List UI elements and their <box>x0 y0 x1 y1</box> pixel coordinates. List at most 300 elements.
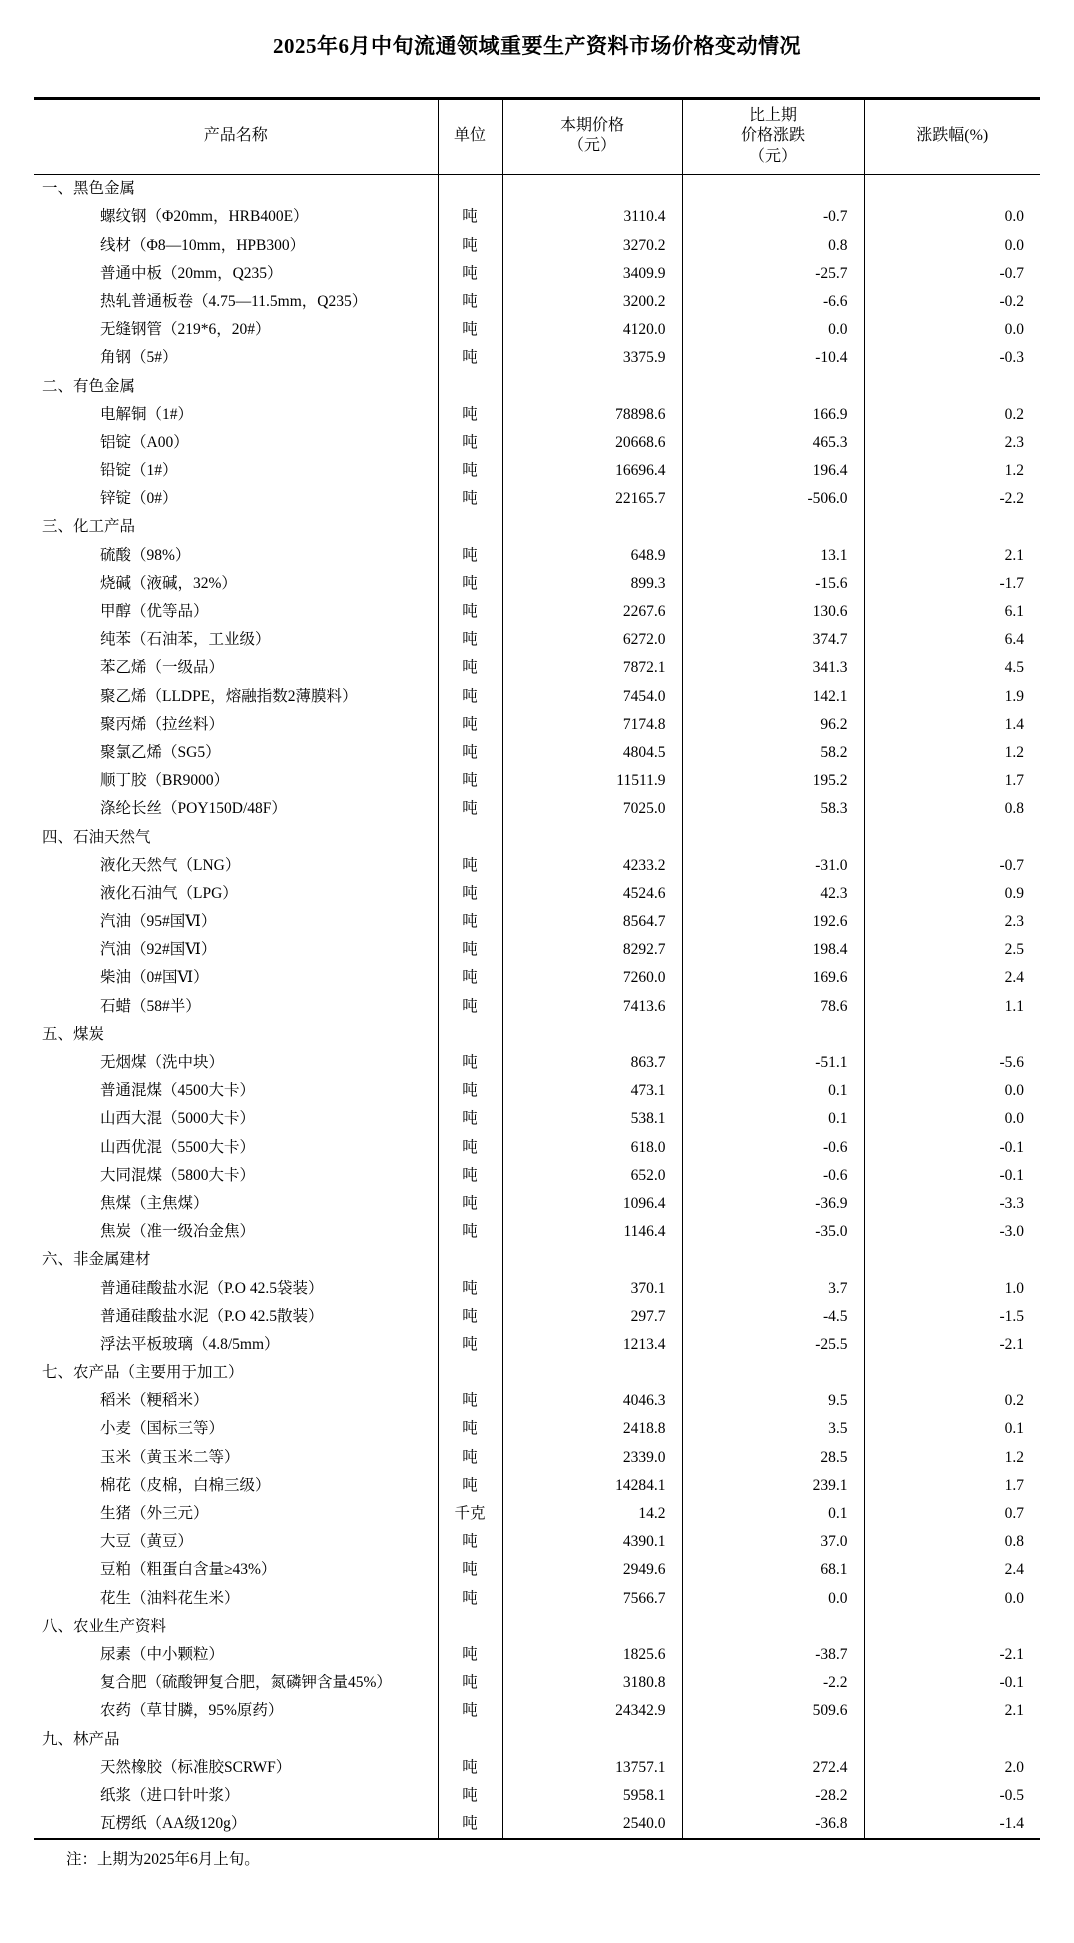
product-name: 线材（Φ8—10mm，HPB300） <box>100 236 306 254</box>
percent-change-cell: 2.1 <box>864 1698 1040 1726</box>
product-name: 无烟煤（洗中块） <box>100 1054 225 1071</box>
product-name-cell <box>34 1387 438 1415</box>
table-row <box>34 936 1040 964</box>
product-name-cell <box>34 316 438 344</box>
empty-cell <box>682 1359 864 1387</box>
current-price-cell: 2339.0 <box>502 1444 682 1472</box>
current-price-cell: 4524.6 <box>502 880 682 908</box>
percent-change-cell: -2.1 <box>864 1641 1040 1669</box>
percent-change-cell: 4.5 <box>864 655 1040 683</box>
price-change-cell: 195.2 <box>682 767 864 795</box>
unit-cell: 吨 <box>438 1190 502 1218</box>
current-price-cell: 2418.8 <box>502 1416 682 1444</box>
price-change-cell: 42.3 <box>682 880 864 908</box>
product-name-cell <box>34 260 438 288</box>
table-row <box>34 1162 1040 1190</box>
category-name: 三、化工产品 <box>42 518 136 536</box>
table-category-row <box>34 1726 1040 1754</box>
current-price-cell: 648.9 <box>502 542 682 570</box>
current-price-cell: 7174.8 <box>502 711 682 739</box>
unit-cell: 吨 <box>438 1134 502 1162</box>
table-row <box>34 739 1040 767</box>
product-name-cell <box>34 1444 438 1472</box>
category-name: 八、农业生产资料 <box>42 1617 167 1635</box>
product-name-cell <box>34 1472 438 1500</box>
product-name-cell <box>34 1782 438 1810</box>
product-name: 稻米（粳稻米） <box>100 1392 209 1410</box>
price-change-cell: 37.0 <box>682 1528 864 1556</box>
product-name: 石蜡（58#半） <box>100 997 201 1015</box>
unit-cell: 吨 <box>438 1106 502 1134</box>
percent-change-cell: 1.9 <box>864 683 1040 711</box>
product-name: 大同混煤（5800大卡） <box>100 1166 256 1184</box>
product-name-cell <box>34 852 438 880</box>
price-change-cell: 272.4 <box>682 1754 864 1782</box>
product-name: 硫酸（98%） <box>100 546 191 564</box>
product-name-cell <box>34 1162 438 1190</box>
percent-change-cell: -1.7 <box>864 570 1040 598</box>
page-title: 2025年6月中旬流通领域重要生产资料市场价格变动情况 <box>273 34 801 58</box>
price-change-cell: -0.6 <box>682 1162 864 1190</box>
current-price-cell: 1825.6 <box>502 1641 682 1669</box>
table-row <box>34 288 1040 316</box>
current-price-cell: 2949.6 <box>502 1557 682 1585</box>
empty-cell <box>864 373 1040 401</box>
product-name: 烧碱（液碱，32%） <box>100 574 237 592</box>
product-name-cell <box>34 1585 438 1613</box>
product-name: 山西优混（5500大卡） <box>100 1138 256 1156</box>
price-change-cell: -15.6 <box>682 570 864 598</box>
product-name-cell <box>34 485 438 513</box>
current-price-cell: 4390.1 <box>502 1528 682 1556</box>
product-name: 山西大混（5000大卡） <box>100 1110 256 1128</box>
price-change-cell: -10.4 <box>682 345 864 373</box>
percent-change-cell: 2.4 <box>864 965 1040 993</box>
product-name: 柴油（0#国Ⅵ） <box>100 969 209 987</box>
unit-cell: 千克 <box>438 1500 502 1528</box>
column-header-price-change <box>682 99 864 175</box>
current-price-cell: 7454.0 <box>502 683 682 711</box>
price-change-cell: 341.3 <box>682 655 864 683</box>
table-footnote: 注：上期为2025年6月上旬。 <box>66 1851 260 1869</box>
empty-cell <box>438 1726 502 1754</box>
unit-cell: 吨 <box>438 739 502 767</box>
product-name: 聚氯乙烯（SG5） <box>100 743 221 761</box>
empty-cell <box>682 514 864 542</box>
product-name-cell <box>34 1218 438 1246</box>
current-price-cell: 3375.9 <box>502 345 682 373</box>
table-row <box>34 767 1040 795</box>
percent-change-cell: 1.2 <box>864 739 1040 767</box>
current-price-cell: 3180.8 <box>502 1669 682 1697</box>
current-price-cell: 297.7 <box>502 1303 682 1331</box>
percent-change-cell: 0.2 <box>864 1387 1040 1415</box>
percent-change-cell: -0.5 <box>864 1782 1040 1810</box>
price-change-cell: 78.6 <box>682 993 864 1021</box>
empty-cell <box>864 1726 1040 1754</box>
product-name-cell <box>34 457 438 485</box>
current-price-cell: 8564.7 <box>502 908 682 936</box>
unit-cell: 吨 <box>438 542 502 570</box>
empty-cell <box>438 1247 502 1275</box>
price-change-cell: -2.2 <box>682 1669 864 1697</box>
product-name-cell <box>34 767 438 795</box>
unit-cell: 吨 <box>438 1754 502 1782</box>
price-change-label-line1: 比上期 <box>748 106 797 124</box>
unit-cell: 吨 <box>438 1782 502 1810</box>
table-row <box>34 542 1040 570</box>
unit-cell: 吨 <box>438 1472 502 1500</box>
current-price-cell: 4233.2 <box>502 852 682 880</box>
unit-cell: 吨 <box>438 936 502 964</box>
percent-change-cell: 2.4 <box>864 1557 1040 1585</box>
current-price-cell: 24342.9 <box>502 1698 682 1726</box>
product-name: 聚丙烯（拉丝料） <box>100 715 225 733</box>
category-name: 六、非金属建材 <box>42 1251 151 1269</box>
empty-cell <box>682 1726 864 1754</box>
percent-change-cell: -0.7 <box>864 260 1040 288</box>
empty-cell <box>502 1247 682 1275</box>
product-name: 豆粕（粗蛋白含量≥43%） <box>100 1561 277 1579</box>
price-change-cell: 198.4 <box>682 936 864 964</box>
table-row <box>34 485 1040 513</box>
price-change-cell: 142.1 <box>682 683 864 711</box>
product-name-cell <box>34 655 438 683</box>
price-change-cell: -4.5 <box>682 1303 864 1331</box>
current-price-cell: 1213.4 <box>502 1331 682 1359</box>
product-name: 热轧普通板卷（4.75—11.5mm，Q235） <box>100 292 368 310</box>
unit-cell: 吨 <box>438 429 502 457</box>
table-row <box>34 1106 1040 1134</box>
table-row <box>34 570 1040 598</box>
percent-change-cell: 0.8 <box>864 796 1040 824</box>
current-price-cell: 863.7 <box>502 1049 682 1077</box>
current-price-cell: 20668.6 <box>502 429 682 457</box>
unit-cell: 吨 <box>438 1698 502 1726</box>
unit-cell: 吨 <box>438 626 502 654</box>
unit-cell: 吨 <box>438 232 502 260</box>
empty-cell <box>682 373 864 401</box>
category-name: 一、黑色金属 <box>42 180 136 198</box>
product-name: 普通硅酸盐水泥（P.O 42.5袋装） <box>100 1279 324 1297</box>
table-row <box>34 1190 1040 1218</box>
empty-cell <box>864 1021 1040 1049</box>
current-price-cell: 3270.2 <box>502 232 682 260</box>
table-row <box>34 908 1040 936</box>
percent-change-cell: -1.5 <box>864 1303 1040 1331</box>
product-name-cell <box>34 1331 438 1359</box>
table-row <box>34 993 1040 1021</box>
current-price-cell: 1096.4 <box>502 1190 682 1218</box>
unit-cell: 吨 <box>438 1416 502 1444</box>
table-row <box>34 1528 1040 1556</box>
current-price-cell: 6272.0 <box>502 626 682 654</box>
unit-cell: 吨 <box>438 204 502 232</box>
table-row <box>34 316 1040 344</box>
current-price-label-line1: 本期价格 <box>559 116 624 134</box>
table-row <box>34 852 1040 880</box>
price-change-cell: 0.1 <box>682 1500 864 1528</box>
current-price-label-line2: （元） <box>567 137 616 155</box>
price-change-cell: -0.6 <box>682 1134 864 1162</box>
current-price-cell: 2540.0 <box>502 1810 682 1839</box>
price-change-cell: 166.9 <box>682 401 864 429</box>
current-price-cell: 4046.3 <box>502 1387 682 1415</box>
price-change-cell: -28.2 <box>682 1782 864 1810</box>
percent-change-cell: 0.0 <box>864 204 1040 232</box>
unit-cell: 吨 <box>438 1077 502 1105</box>
table-row <box>34 1387 1040 1415</box>
product-name-cell <box>34 1557 438 1585</box>
product-name-cell <box>34 288 438 316</box>
table-category-row <box>34 1021 1040 1049</box>
unit-cell: 吨 <box>438 485 502 513</box>
product-name: 液化天然气（LNG） <box>100 856 241 874</box>
price-change-cell: 0.8 <box>682 232 864 260</box>
table-row <box>34 1416 1040 1444</box>
current-price-cell: 2267.6 <box>502 598 682 626</box>
current-price-cell: 652.0 <box>502 1162 682 1190</box>
current-price-cell: 16696.4 <box>502 457 682 485</box>
unit-cell: 吨 <box>438 655 502 683</box>
unit-cell: 吨 <box>438 1557 502 1585</box>
product-name: 农药（草甘膦，95%原药） <box>100 1702 284 1720</box>
percent-change-cell: -0.1 <box>864 1669 1040 1697</box>
percent-change-cell: 0.9 <box>864 880 1040 908</box>
empty-cell <box>438 514 502 542</box>
product-name-cell <box>34 1106 438 1134</box>
table-category-row <box>34 1613 1040 1641</box>
percent-change-cell: 6.1 <box>864 598 1040 626</box>
product-name: 铝锭（A00） <box>100 433 189 451</box>
current-price-cell: 7413.6 <box>502 993 682 1021</box>
product-name: 大豆（黄豆） <box>100 1533 194 1551</box>
current-price-cell: 370.1 <box>502 1275 682 1303</box>
product-name-cell <box>34 542 438 570</box>
table-row <box>34 260 1040 288</box>
product-name: 复合肥（硫酸钾复合肥，氮磷钾含量45%） <box>100 1674 392 1692</box>
table-row <box>34 401 1040 429</box>
empty-cell <box>502 373 682 401</box>
empty-cell <box>438 373 502 401</box>
percent-change-cell: 1.0 <box>864 1275 1040 1303</box>
product-name-cell <box>34 1528 438 1556</box>
percent-change-cell: 1.1 <box>864 993 1040 1021</box>
percent-change-cell: 2.0 <box>864 1754 1040 1782</box>
percent-change-cell: 1.2 <box>864 1444 1040 1472</box>
table-row <box>34 796 1040 824</box>
price-change-cell: -36.9 <box>682 1190 864 1218</box>
percent-change-cell: 1.7 <box>864 767 1040 795</box>
table-category-row <box>34 824 1040 852</box>
current-price-cell: 3110.4 <box>502 204 682 232</box>
product-name-cell <box>34 993 438 1021</box>
column-header-product-name: 产品名称 <box>34 99 438 175</box>
empty-cell <box>864 824 1040 852</box>
percent-change-cell: 6.4 <box>864 626 1040 654</box>
unit-cell: 吨 <box>438 401 502 429</box>
current-price-cell: 7260.0 <box>502 965 682 993</box>
current-price-cell: 618.0 <box>502 1134 682 1162</box>
table-row <box>34 345 1040 373</box>
table-row <box>34 1698 1040 1726</box>
unit-cell: 吨 <box>438 852 502 880</box>
product-name: 焦炭（准一级冶金焦） <box>100 1223 256 1241</box>
current-price-cell: 5958.1 <box>502 1782 682 1810</box>
price-change-cell: 0.0 <box>682 316 864 344</box>
table-row <box>34 1669 1040 1697</box>
unit-cell: 吨 <box>438 260 502 288</box>
table-row <box>34 598 1040 626</box>
empty-cell <box>502 1726 682 1754</box>
empty-cell <box>864 1247 1040 1275</box>
table-row <box>34 1641 1040 1669</box>
empty-cell <box>682 1613 864 1641</box>
product-name-cell <box>34 232 438 260</box>
current-price-cell: 8292.7 <box>502 936 682 964</box>
percent-change-cell: 1.2 <box>864 457 1040 485</box>
percent-change-cell: -0.1 <box>864 1134 1040 1162</box>
product-name: 甲醇（优等品） <box>100 603 209 620</box>
empty-cell <box>502 1021 682 1049</box>
table-row <box>34 1810 1040 1839</box>
price-change-table <box>34 97 1040 1840</box>
product-name: 棉花（皮棉，白棉三级） <box>100 1476 271 1494</box>
empty-cell <box>438 1613 502 1641</box>
empty-cell <box>682 1247 864 1275</box>
price-change-cell: 13.1 <box>682 542 864 570</box>
unit-cell: 吨 <box>438 288 502 316</box>
unit-cell: 吨 <box>438 1387 502 1415</box>
product-name: 普通硅酸盐水泥（P.O 42.5散装） <box>100 1307 324 1325</box>
price-change-cell: 130.6 <box>682 598 864 626</box>
product-name: 花生（油料花生米） <box>100 1589 240 1607</box>
unit-cell: 吨 <box>438 711 502 739</box>
percent-change-cell: -3.3 <box>864 1190 1040 1218</box>
product-name-cell <box>34 1303 438 1331</box>
empty-cell <box>438 1359 502 1387</box>
percent-change-cell: -0.7 <box>864 852 1040 880</box>
unit-cell: 吨 <box>438 965 502 993</box>
price-change-label-line2: 价格涨跌 <box>740 127 805 145</box>
current-price-cell: 7566.7 <box>502 1585 682 1613</box>
percent-change-cell: 0.2 <box>864 401 1040 429</box>
current-price-cell: 4120.0 <box>502 316 682 344</box>
percent-change-cell: 0.8 <box>864 1528 1040 1556</box>
category-name: 七、农产品（主要用于加工） <box>42 1364 244 1382</box>
empty-cell <box>438 1021 502 1049</box>
price-change-cell: 169.6 <box>682 965 864 993</box>
percent-change-cell: 1.4 <box>864 711 1040 739</box>
price-change-label-line3: （元） <box>748 147 797 165</box>
unit-cell: 吨 <box>438 1810 502 1839</box>
product-name-cell <box>34 1754 438 1782</box>
current-price-cell: 11511.9 <box>502 767 682 795</box>
percent-change-cell: 0.0 <box>864 1585 1040 1613</box>
product-name: 汽油（92#国Ⅵ） <box>100 941 217 959</box>
product-name-cell <box>34 626 438 654</box>
price-change-cell: -25.5 <box>682 1331 864 1359</box>
product-name: 液化石油气（LPG） <box>100 884 238 902</box>
empty-cell <box>682 1021 864 1049</box>
category-name: 五、煤炭 <box>42 1025 105 1043</box>
table-row <box>34 1472 1040 1500</box>
price-change-cell: 509.6 <box>682 1698 864 1726</box>
price-change-cell: -0.7 <box>682 204 864 232</box>
price-change-cell: 0.0 <box>682 1585 864 1613</box>
table-row <box>34 1754 1040 1782</box>
unit-cell: 吨 <box>438 1641 502 1669</box>
unit-cell: 吨 <box>438 570 502 598</box>
product-name-cell <box>34 1641 438 1669</box>
price-change-cell: -38.7 <box>682 1641 864 1669</box>
percent-change-cell: -0.2 <box>864 288 1040 316</box>
empty-cell <box>502 514 682 542</box>
table-row <box>34 1049 1040 1077</box>
price-change-cell: 9.5 <box>682 1387 864 1415</box>
current-price-cell: 78898.6 <box>502 401 682 429</box>
product-name: 角钢（5#） <box>100 349 178 367</box>
product-name: 普通中板（20mm，Q235） <box>100 264 283 282</box>
unit-cell: 吨 <box>438 1331 502 1359</box>
unit-cell: 吨 <box>438 1162 502 1190</box>
product-name-cell <box>34 1669 438 1697</box>
product-name-cell <box>34 908 438 936</box>
percent-change-cell: -2.1 <box>864 1331 1040 1359</box>
product-name-cell <box>34 711 438 739</box>
price-change-cell: -35.0 <box>682 1218 864 1246</box>
product-name-cell <box>34 936 438 964</box>
unit-cell: 吨 <box>438 908 502 936</box>
price-change-cell: -51.1 <box>682 1049 864 1077</box>
table-category-row <box>34 373 1040 401</box>
product-name-cell <box>34 345 438 373</box>
table-category-row <box>34 514 1040 542</box>
product-name: 纸浆（进口针叶浆） <box>100 1786 240 1804</box>
table-row <box>34 965 1040 993</box>
unit-cell: 吨 <box>438 880 502 908</box>
table-row <box>34 1077 1040 1105</box>
current-price-cell: 899.3 <box>502 570 682 598</box>
unit-cell: 吨 <box>438 598 502 626</box>
empty-cell <box>502 1359 682 1387</box>
table-row <box>34 1303 1040 1331</box>
empty-cell <box>438 175 502 204</box>
product-name-cell <box>34 1190 438 1218</box>
unit-cell: 吨 <box>438 1303 502 1331</box>
product-name: 汽油（95#国Ⅵ） <box>100 913 217 931</box>
percent-change-cell: 1.7 <box>864 1472 1040 1500</box>
percent-change-cell: 0.1 <box>864 1416 1040 1444</box>
product-name: 玉米（黄玉米二等） <box>100 1448 240 1466</box>
product-name-cell <box>34 1416 438 1444</box>
price-change-cell: 196.4 <box>682 457 864 485</box>
product-name: 涤纶长丝（POY150D/48F） <box>100 800 287 818</box>
table-category-row <box>34 1247 1040 1275</box>
percent-change-cell: -2.2 <box>864 485 1040 513</box>
table-category-row <box>34 175 1040 204</box>
price-change-cell: 192.6 <box>682 908 864 936</box>
unit-cell: 吨 <box>438 1528 502 1556</box>
product-name-cell <box>34 796 438 824</box>
current-price-cell: 473.1 <box>502 1077 682 1105</box>
current-price-cell: 1146.4 <box>502 1218 682 1246</box>
percent-change-cell: 0.0 <box>864 1077 1040 1105</box>
price-change-cell: 28.5 <box>682 1444 864 1472</box>
unit-cell: 吨 <box>438 683 502 711</box>
table-row <box>34 1557 1040 1585</box>
product-name-cell <box>34 1134 438 1162</box>
